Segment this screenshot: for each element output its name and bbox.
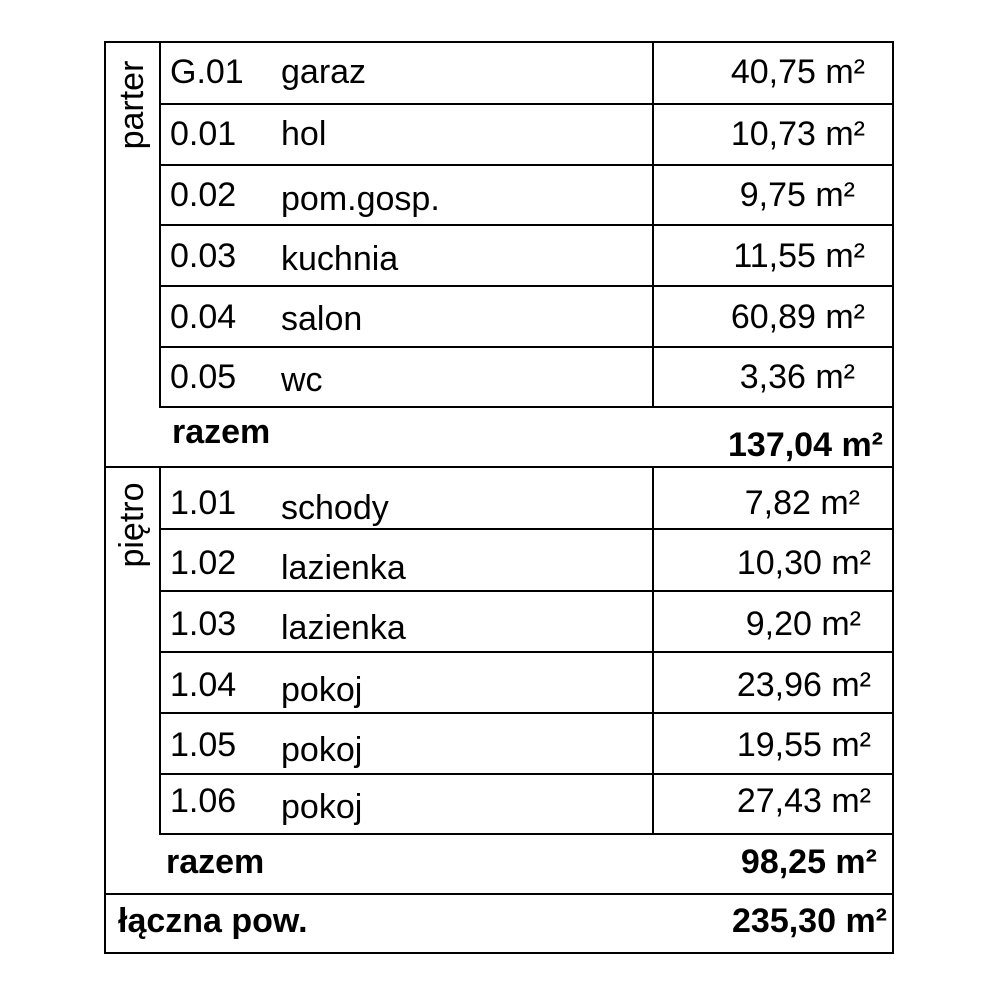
room-name: lazienka (281, 549, 406, 587)
section-label-pietro: piętro (113, 482, 151, 568)
room-code: 1.04 (170, 666, 237, 704)
room-area: 3,36 m² (739, 358, 855, 396)
parter-bottom-divider (159, 406, 894, 408)
room-code: 1.02 (170, 544, 237, 582)
room-name: pokoj (281, 788, 363, 826)
room-name: kuchnia (281, 240, 399, 278)
room-code: 0.04 (170, 298, 237, 336)
room-name: pokoj (281, 671, 363, 709)
grand-total-divider (104, 893, 894, 895)
room-area: 10,73 m² (730, 115, 865, 153)
room-area: 10,30 m² (736, 544, 871, 582)
room-name: schody (281, 489, 389, 527)
room-code: G.01 (170, 53, 244, 91)
room-name: garaz (281, 53, 367, 91)
room-name: hol (281, 115, 327, 153)
parter-row-divider (159, 285, 894, 287)
room-name: lazienka (281, 609, 406, 647)
room-name: pokoj (281, 731, 363, 769)
pietro-row-divider (159, 651, 894, 653)
pietro-left-divider (159, 466, 161, 834)
room-code: 0.03 (170, 237, 237, 275)
room-code: 1.06 (170, 782, 237, 820)
parter-row-divider (159, 224, 894, 226)
room-name: salon (281, 300, 363, 338)
room-code: 0.05 (170, 358, 237, 396)
room-area: 9,20 m² (745, 605, 861, 643)
parter-row-divider (159, 164, 894, 166)
parter-total-label: razem (172, 413, 271, 451)
room-code: 1.01 (170, 484, 237, 522)
pietro-row-divider (159, 773, 894, 775)
room-area: 27,43 m² (736, 782, 871, 820)
parter-total-value: 137,04 m² (728, 426, 883, 464)
pietro-row-divider (159, 712, 894, 714)
parter-row-divider (159, 346, 894, 348)
pietro-bottom-divider (159, 833, 894, 835)
grand-total-value: 235,30 m² (732, 902, 887, 940)
grand-total-label: łączna pow. (118, 902, 308, 940)
pietro-row-divider (159, 590, 894, 592)
section-label-parter: parter (113, 60, 151, 150)
room-area: 60,89 m² (730, 298, 865, 336)
room-code: 1.05 (170, 726, 237, 764)
parter-row-divider (159, 103, 894, 105)
pietro-area-divider (652, 466, 654, 834)
room-code: 0.01 (170, 115, 237, 153)
pietro-row-divider (159, 528, 894, 530)
room-name: pom.gosp. (281, 180, 440, 218)
room-name: wc (281, 361, 323, 399)
room-area: 19,55 m² (736, 726, 871, 764)
pietro-total-value: 98,25 m² (740, 843, 877, 881)
room-code: 0.02 (170, 176, 237, 214)
room-area: 9,75 m² (739, 176, 855, 214)
room-area: 7,82 m² (744, 484, 860, 522)
room-area: 23,96 m² (736, 666, 871, 704)
room-code: 1.03 (170, 605, 237, 643)
room-area: 40,75 m² (730, 53, 865, 91)
room-area: 11,55 m² (733, 237, 865, 275)
section-divider (104, 466, 894, 468)
pietro-total-label: razem (166, 843, 265, 881)
